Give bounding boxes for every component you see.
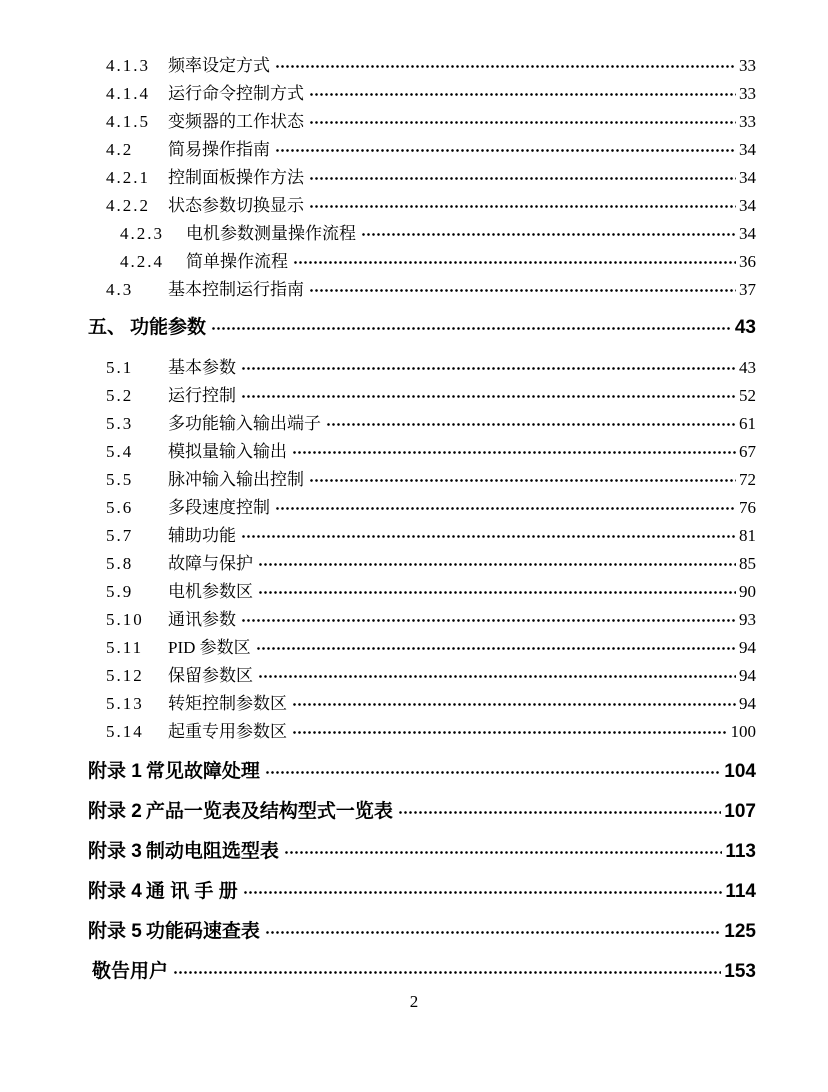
dot-leader: [241, 618, 736, 623]
toc-entry-number: 5.14: [106, 722, 144, 741]
toc-entry-page: 153: [724, 961, 756, 982]
toc-entry-title: 常见故障处理: [145, 761, 260, 782]
dot-leader: [293, 260, 736, 265]
toc-entry-label: [106, 550, 253, 578]
dot-leader: [309, 176, 736, 181]
toc-entry: [106, 354, 756, 382]
toc-entry: [106, 410, 756, 438]
toc-entry-title: 通 讯 手 册: [145, 881, 238, 902]
toc-entry-page: 107: [724, 801, 756, 822]
toc-entry: [106, 550, 756, 578]
toc-entry-page: 34: [739, 168, 756, 187]
toc-entry: [106, 164, 756, 192]
toc-entry-label: [120, 220, 356, 248]
dot-leader: [292, 730, 728, 735]
toc-entry-page: 36: [739, 252, 756, 271]
toc-entry: [106, 438, 756, 466]
toc-entry-number: 5.7: [106, 526, 134, 545]
toc-entry: [106, 718, 756, 746]
toc-entry-number: 5.13: [106, 694, 144, 713]
toc-entry-title: 通讯参数: [168, 610, 236, 629]
toc-entry-title: 辅助功能: [168, 526, 236, 545]
dot-leader: [258, 590, 736, 595]
toc-entry-page: 125: [724, 921, 756, 942]
dot-leader: [275, 148, 736, 153]
toc-entry-number: 附录 4: [88, 881, 142, 902]
toc-entry-label: [106, 578, 253, 606]
dot-leader: [211, 326, 732, 331]
toc-entry-page: 43: [739, 358, 756, 377]
dot-leader: [309, 92, 736, 97]
toc-entry-title: 简易操作指南: [168, 140, 270, 159]
toc-entry-label: [106, 522, 236, 550]
toc-entry-page: 33: [739, 56, 756, 75]
toc-entry-page: 61: [739, 414, 756, 433]
toc-entry-page: 104: [724, 761, 756, 782]
toc-entry-number: 5.8: [106, 554, 134, 573]
toc-entry-number: 4.2.4: [120, 252, 164, 271]
toc-entry-title: 敬告用户: [92, 961, 169, 982]
dot-leader: [275, 506, 736, 511]
dot-leader: [292, 450, 736, 455]
dot-leader: [241, 366, 736, 371]
toc-entry-number: 附录 2: [88, 801, 142, 822]
toc-entry-title: 模拟量输入输出: [168, 442, 287, 461]
toc-entry-title: 电机参数测量操作流程: [186, 224, 356, 243]
toc-entry-title: 运行控制: [168, 386, 236, 405]
toc-entry-label: [106, 354, 236, 382]
toc-entry-title: 控制面板操作方法: [168, 168, 304, 187]
toc-entry-label: [88, 878, 238, 906]
toc-entry-label: [106, 718, 287, 746]
dot-leader: [173, 970, 721, 975]
toc-entry: [120, 248, 756, 276]
table-of-contents: [88, 52, 756, 986]
dot-leader: [309, 288, 736, 293]
toc-entry-page: 114: [725, 881, 756, 902]
toc-entry-number: 5.10: [106, 610, 144, 629]
toc-entry-page: 52: [739, 386, 756, 405]
dot-leader: [292, 702, 736, 707]
toc-entry-label: [106, 136, 270, 164]
toc-entry-page: 94: [739, 694, 756, 713]
toc-entry-title: 频率设定方式: [168, 56, 270, 75]
toc-entry-title: 基本参数: [168, 358, 236, 377]
dot-leader: [326, 422, 736, 427]
toc-entry-number: 5.5: [106, 470, 134, 489]
toc-entry-label: [106, 606, 236, 634]
page-number: 2: [409, 992, 419, 1011]
toc-entry-title: 产品一览表及结构型式一览表: [145, 801, 393, 822]
toc-entry-page: 33: [739, 112, 756, 131]
toc-entry-page: 94: [739, 638, 756, 657]
toc-entry: [106, 606, 756, 634]
dot-leader: [258, 674, 736, 679]
toc-entry-page: 100: [730, 722, 756, 741]
dot-leader: [309, 120, 736, 125]
toc-entry-label: [106, 164, 304, 192]
toc-entry-number: 5.9: [106, 582, 134, 601]
toc-entry-page: 43: [734, 317, 756, 338]
toc-entry: [106, 466, 756, 494]
toc-entry-title: 功能参数: [130, 317, 207, 338]
toc-entry: [88, 314, 756, 342]
toc-entry-number: 4.1.5: [106, 112, 150, 131]
toc-entry-number: 4.1.4: [106, 84, 150, 103]
toc-entry: [88, 958, 756, 986]
toc-entry-label: [106, 192, 304, 220]
toc-entry: [106, 382, 756, 410]
toc-entry-label: [106, 438, 287, 466]
toc-entry-number: 附录 1: [88, 761, 142, 782]
toc-entry-number: 5.1: [106, 358, 134, 377]
toc-entry-label: [88, 838, 279, 866]
toc-entry-title: 简单操作流程: [186, 252, 288, 271]
dot-leader: [243, 890, 723, 895]
toc-entry-number: 附录 3: [88, 841, 142, 862]
toc-entry-label: [106, 80, 304, 108]
toc-entry-number: 5.6: [106, 498, 134, 517]
toc-entry-number: 5.12: [106, 666, 144, 685]
toc-entry-page: 90: [739, 582, 756, 601]
toc-entry-page: 93: [739, 610, 756, 629]
dot-leader: [265, 930, 721, 935]
toc-entry-label: [120, 248, 288, 276]
toc-entry-title: 故障与保护: [168, 554, 253, 573]
toc-entry-title: 状态参数切换显示: [168, 196, 304, 215]
toc-entry: [88, 838, 756, 866]
toc-entry-number: 4.2.2: [106, 196, 150, 215]
toc-entry-label: [106, 410, 321, 438]
toc-entry-number: 附录 5: [88, 921, 142, 942]
dot-leader: [284, 850, 722, 855]
toc-entry: [106, 276, 756, 304]
toc-entry-label: [106, 662, 253, 690]
toc-entry-label: [106, 276, 304, 304]
dot-leader: [361, 232, 736, 237]
toc-entry-number: 4.2.1: [106, 168, 150, 187]
toc-entry-page: 85: [739, 554, 756, 573]
toc-entry-page: 81: [739, 526, 756, 545]
toc-entry-number: 5.3: [106, 414, 134, 433]
toc-entry-title: PID 参数区: [168, 638, 251, 657]
toc-entry-label: [106, 466, 304, 494]
toc-entry: [106, 578, 756, 606]
toc-entry-title: 制动电阻选型表: [145, 841, 279, 862]
toc-entry-number: 五、: [88, 317, 127, 338]
toc-entry-label: [106, 108, 304, 136]
toc-entry: [88, 878, 756, 906]
toc-entry-label: [106, 690, 287, 718]
toc-entry-number: 4.1.3: [106, 56, 150, 75]
toc-entry: [106, 634, 756, 662]
toc-entry-number: 5.4: [106, 442, 134, 461]
dot-leader: [241, 534, 736, 539]
toc-entry-title: 保留参数区: [168, 666, 253, 685]
dot-leader: [265, 770, 721, 775]
toc-entry: [106, 80, 756, 108]
toc-entry-label: [88, 798, 393, 826]
toc-entry: [120, 220, 756, 248]
toc-entry-title: 转矩控制参数区: [168, 694, 287, 713]
toc-entry: [106, 690, 756, 718]
toc-entry-title: 起重专用参数区: [168, 722, 287, 741]
toc-entry-page: 33: [739, 84, 756, 103]
toc-entry-number: 4.2.3: [120, 224, 164, 243]
toc-entry: [88, 798, 756, 826]
page-footer: [0, 992, 828, 1012]
toc-entry-label: [106, 634, 251, 662]
toc-entry-page: 72: [739, 470, 756, 489]
toc-entry-label: [88, 918, 260, 946]
toc-entry-title: 电机参数区: [168, 582, 253, 601]
toc-entry-page: 37: [739, 280, 756, 299]
toc-entry-label: [88, 758, 260, 786]
dot-leader: [258, 562, 736, 567]
toc-entry-label: [88, 958, 168, 986]
toc-entry-page: 67: [739, 442, 756, 461]
toc-entry: [88, 758, 756, 786]
toc-entry: [106, 494, 756, 522]
toc-entry: [106, 52, 756, 80]
dot-leader: [256, 646, 736, 651]
dot-leader: [241, 394, 736, 399]
toc-entry-title: 多段速度控制: [168, 498, 270, 517]
toc-entry-label: [106, 382, 236, 410]
toc-entry: [106, 192, 756, 220]
toc-entry: [106, 522, 756, 550]
toc-entry-title: 功能码速查表: [145, 921, 260, 942]
dot-leader: [275, 64, 736, 69]
dot-leader: [309, 478, 736, 483]
toc-entry-title: 多功能输入输出端子: [168, 414, 321, 433]
dot-leader: [309, 204, 736, 209]
toc-entry-page: 113: [725, 841, 756, 862]
toc-entry: [88, 918, 756, 946]
toc-entry-number: 5.2: [106, 386, 134, 405]
toc-entry-number: 4.3: [106, 280, 134, 299]
toc-entry-page: 34: [739, 140, 756, 159]
toc-entry: [106, 662, 756, 690]
toc-entry-label: [106, 52, 270, 80]
toc-entry-label: [106, 494, 270, 522]
toc-entry: [106, 136, 756, 164]
toc-entry-number: 4.2: [106, 140, 134, 159]
toc-entry-label: [88, 314, 206, 342]
toc-entry-title: 脉冲输入输出控制: [168, 470, 304, 489]
toc-entry-page: 34: [739, 196, 756, 215]
toc-entry-page: 76: [739, 498, 756, 517]
toc-entry-number: 5.11: [106, 638, 144, 657]
toc-entry: [106, 108, 756, 136]
toc-entry-page: 94: [739, 666, 756, 685]
dot-leader: [398, 810, 721, 815]
toc-entry-page: 34: [739, 224, 756, 243]
toc-entry-title: 变频器的工作状态: [168, 112, 304, 131]
toc-entry-title: 基本控制运行指南: [168, 280, 304, 299]
toc-entry-title: 运行命令控制方式: [168, 84, 304, 103]
